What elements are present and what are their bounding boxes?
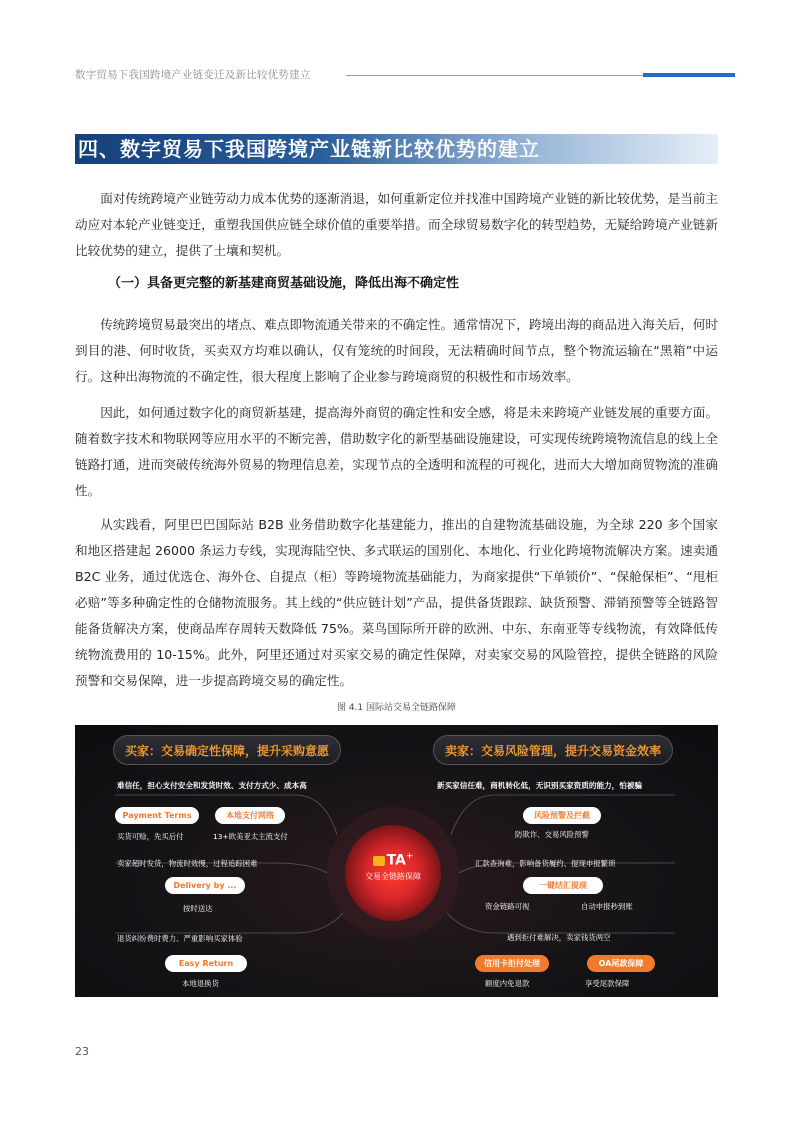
pill-delivery-by: Delivery by ...	[165, 877, 245, 894]
pill-easy-return: Easy Return	[165, 955, 247, 972]
paragraph-practice: 从实践看，阿里巴巴国际站 B2B 业务借助数字化基建能力，推出的自建物流基础设施，为全球 220 多个国家和地区搭建起 26000 条运力专线，实现海陆空快、多式联运的国别化、本地化、行业化跨境物流解决方案。速卖通 B2C 业务，通过优选仓、海外仓、自提点（柜）等跨境物流基础能力，为商家提供“下单锁价”、“保舱保柜”、“甩柜必赔”等多种确定性的仓储物流服务。其上线的“供应链计划”产品，提供备货跟踪、缺货预警、滞销预警等全链路智能备货解决方案，使商品库存周转天数降低 75%。菜鸟国际所开辟的欧洲、中东、东南亚等专线物流，有效降低传统物流费用的 10-15%。此外，阿里还通过对买家交易的确定性保障，对卖家交易的风险管控，提供全链路的风险预警和交易保障，进一步提高跨境交易的确定性。	[75, 517, 718, 688]
pill-chargeback-handling: 信用卡拒付处理	[475, 955, 549, 972]
note-mainstream-payments: 13+欧美亚太主流支付	[213, 832, 288, 841]
buyer-problem-delivery: 卖家超时发货，物流时效慢，过程追踪困难	[117, 859, 258, 868]
pill-oa-balance: OA尾款保障	[587, 955, 655, 972]
seller-problem-chargeback: 遇到拒付难解决，卖家钱货两空	[507, 933, 611, 942]
seller-banner: 卖家：交易风险管理，提升交易资金效率	[433, 735, 673, 765]
pill-risk-warning: 风险预警及拦截	[523, 807, 601, 824]
paragraph-uncertainty: 传统跨境贸易最突出的堵点、难点即物流通关带来的不确定性。通常情况下，跨境出海的商品进入海关后，何时到目的港、何时收货，买卖双方均难以确认，仅有笼统的时间段，无法精确时间节点，整个物流运输在“黑箱”中运行。这种出海物流的不确定性，很大程度上影响了企业参与跨境商贸的积极性和市场效率。	[75, 317, 718, 384]
note-fund-visibility: 资金链路可视	[485, 902, 530, 911]
buyer-problem-returns: 退货纠纷费时费力、严重影响买家体验	[117, 934, 243, 943]
header-rule	[346, 75, 646, 76]
note-refund-exemption: 额度内免退款	[485, 979, 530, 988]
note-balance-guarantee: 享受尾款保障	[585, 979, 630, 988]
header-accent-bar	[643, 73, 735, 77]
pill-one-click-settlement: 一键结汇提现	[523, 877, 603, 894]
center-core	[352, 850, 434, 882]
shopping-bag-icon	[373, 856, 385, 866]
seller-problem-trust: 新买家信任难，商机转化低，无识别买家资质的能力，怕被骗	[437, 781, 643, 790]
buyer-banner: 买家：交易确定性保障，提升采购意愿	[113, 735, 341, 765]
pill-local-payment: 本地支付网络	[215, 807, 285, 824]
paragraph-intro: 面对传统跨境产业链劳动力成本优势的逐渐消退，如何重新定位并找准中国跨境产业链的新比较优势，是当前主动应对本轮产业链变迁，重塑我国供应链全球价值的重要举措。而全球贸易数字化的转型趋势，无疑给跨境产业链新比较优势的建立，提供了土壤和契机。	[75, 191, 718, 258]
center-brand-sup: +	[405, 851, 414, 862]
running-header: 数字贸易下我国跨境产业链变迁及新比较优势建立	[75, 69, 311, 81]
seller-problem-remittance: 汇款查询难，影响备货履约、提现申报繁琐	[475, 859, 616, 868]
center-label: 交易全链路保障	[365, 872, 421, 881]
page-number: 23	[75, 1045, 89, 1058]
figure-caption: 图 4.1 国际站交易全链路保障	[336, 703, 457, 713]
paragraph-infrastructure: 因此，如何通过数字化的商贸新基建，提高海外商贸的确定性和安全感，将是未来跨境产业链发展的重要方面。随着数字技术和物联网等应用水平的不断完善，借助数字化的新型基础设施建设，可实现传统跨境物流信息的线上全链路打通，进而突破传统海外贸易的物理信息差，实现节点的全透明和流程的可视化，进而大大增加商贸物流的准确性。	[75, 405, 718, 498]
pill-payment-terms: Payment Terms	[115, 807, 199, 824]
note-buy-now-pay-later: 买货可赊，先买后付	[117, 832, 184, 841]
note-anti-fraud: 防欺诈、交易风险预警	[515, 830, 589, 839]
section-title: 四、数字贸易下我国跨境产业链新比较优势的建立	[78, 137, 540, 161]
center-brand: TA	[386, 852, 406, 869]
note-local-return: 本地退换货	[182, 979, 219, 988]
figure-trade-assurance	[75, 725, 718, 997]
note-on-time-delivery: 按时送达	[183, 904, 213, 913]
buyer-problem-payment: 难信任，担心支付安全和发货时效、支付方式少、成本高	[117, 781, 307, 790]
subheading: （一）具备更完整的新基建商贸基础设施，降低出海不确定性	[108, 276, 460, 291]
note-auto-declaration: 自动申报秒到账	[581, 902, 633, 911]
